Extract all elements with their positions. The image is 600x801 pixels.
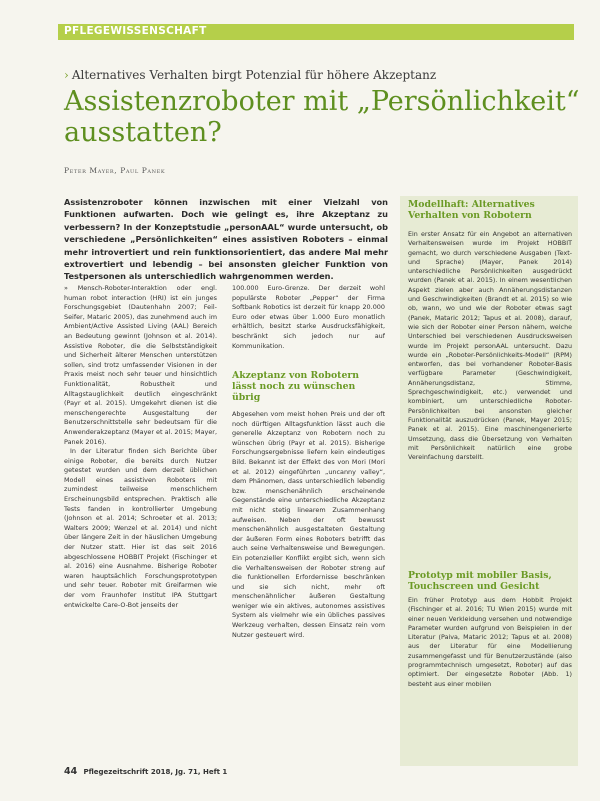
page-number: 44 [64,766,78,777]
journal-citation: Pflegezeitschrift 2018, Jg. 71, Heft 1 [83,768,228,776]
body-column-1 [64,284,217,766]
section-label: PFLEGEWISSENSCHAFT [64,25,207,37]
article-authors: Peter Mayer, Paul Panek [64,166,166,175]
body-paragraph: In der Literatur finden sich Berichte über einige Roboter, die bereits durch Nutzer getestet wurden und dem derzeit üblichen Modell eines assistiven Roboters mit zumindest teilweise menschlichem Erscheinungsbild entsprechen. Praktisch alle Tests fanden in kontrollierter Umgebung (Johnson et al. 2014; Schroeter et al. 2013; Walters 2009; Wenzel et al. 2014) und nicht über längere Zeit in der häuslichen Umgebung der Nutzer statt. Hier ist das seit 2016 abgeschlossene HOBBIT Projekt (Fischinger et al. 2016) eine Ausnahme. Bisherige Roboter waren hauptsächlich Forschungsprototypen und sehr teuer. Roboter mit Greifarmen wie der vom Fraunhofer Institut IPA Stuttgart entwickelte Care-O-Bot jenseits der [64,447,217,609]
article-kicker [64,68,574,82]
body-paragraph: » Mensch-Roboter-Interaktion oder engl. human robot interaction (HRI) ist ein junges Forschungsgebiet (Dautenhahn 2007; Feil-Seifer, Mataric 2005), das zunehmend auch im Ambient/Active Assisted Living (AAL) Bereich an Bedeutung gewinnt (Johnson et al. 2014). Assistive Roboter, die die Selbstständigkeit und Sicherheit älterer Menschen unterstützen sollen, sind trotz umfassender Visionen in der Praxis meist noch sehr teuer und hinsichtlich Funktionalität, Robustheit und Alltagstauglichkeit deutlich eingeschränkt (Payr et al. 2015). Umgekehrt dienen ist die menschengerechte Ausgestaltung der Benutzerschnittstelle sehr bedeutsam für die Anwenderakzeptanz (Mayer et al. 2015; Mayer, Panek 2016). [64,284,217,446]
sidebar-subheading: Modellhaft: Alternatives Verhalten von Robotern [408,199,535,221]
body-paragraph: 100.000 Euro-Grenze. Der derzeit wohl populärste Roboter „Pepper“ der Firma Softbank Robotics ist derzeit für knapp 20.000 Euro oder etwas über 1.000 Euro monatlich erhältlich, besitzt starke Ausdrucksfähigkeit, beschränkt sich jedoch nur auf Kommunikation. [232,284,385,350]
body-paragraph: Ein früher Prototyp aus dem Hobbit Projekt (Fischinger et al. 2016; TU Wien 2015) wurde mit einer neuen Verkleidung versehen und notwendige Parameter wurden aufgrund von Beispielen in der Literatur (Paiva, Mataric 2012; Tapus et al. 2008) aus der Literatur für eine Modellierung zusammengefasst und für Benutzerzustände (also programmtechnisch umgesetzt, Roboter) auf das optimiert. Der eingesetzte Roboter (Abb. 1) besteht aus einer mobilen [408,597,572,688]
body-column-2-top [232,284,385,356]
sidebar-text [408,596,572,764]
article-title: Assistenzroboter mit „Persönlichkeit“ ausstatten? [64,86,580,148]
article-lead: Assistenzroboter können inzwischen mit einer Vielzahl von Funktionen aufwarten. Doch wie gelingt es, ihre Akzeptanz zu verbessern? In der Konzeptstudie „personAAL“ wurde untersucht, ob verschiedene „Persönlichkeiten“ eines assistiven Roboters – einmal mehr introvertiert und rein funktionsorientiert, das andere Mal mehr extrovertiert und lebendig – bei ansonsten gleicher Funktion von Testpersonen als unterschiedlich wahrgenommen werden. [64,197,388,282]
section-subheading: Akzeptanz von Robotern lässt noch zu wünschen übrig [232,370,360,403]
kicker-text: Alternatives Verhalten birgt Potenzial für höhere Akzeptanz [71,68,437,82]
sidebar-box [400,196,578,766]
page-footer [64,766,227,777]
chevron-right-icon: › [64,68,69,82]
body-paragraph: Ein erster Ansatz für ein Angebot an alternativen Verhaltensweisen wurde im Projekt HOBBIT gemacht, wo durch verschiedene Ausgaben (Text- und Sprache) (Mayer, Panek 2014) unterschiedliche Persönlichkeiten ausgedrückt wurden (Panek et al. 2015). In einem wesentlichen Aspekt zielen aber auch Annäherungsdistanzen und Geschwindigkeiten (Brandt et al. 2015) so wie ob, wann, wo und wie der Roboter etwas sagt (Panek, Mataric 2012; Tapus et al. 2008), darauf, wie sich der Roboter einer Person nähern, welche Unterschied bei verschiedenen Ausdrucksweisen wurde im Projekt personAAL untersucht. Dazu wurde ein „Roboter-Persönlichkeits-Modell“ (RPM) entworfen, das bei vorhandener Roboter-Basis verfügbare Parameter (Geschwindigkeit, Annäherungsdistanz, Stimme, Sprechgeschwindigkeit, etc.) verwendet und kombiniert, um unterschiedliche Roboter-Persönlichkeiten bei ansonsten gleicher Funktionalität auszudrücken (Panek, Mayer 2015; Panek et al. 2015). Eine maschinengenerierte Umsetzung, dass die Übersetzung von Verhalten mit Persönlichkeit natürlich eine grobe Vereinfachung darstellt. [408,231,572,462]
body-paragraph: Abgesehen vom meist hohen Preis und der oft noch dürftigen Alltagsfunktion lässt auch die generelle Akzeptanz von Robotern noch zu wünschen übrig (Payr et al. 2015). Bisherige Forschungsergebnisse liefern kein eindeutiges Bild. Bekannt ist der Effekt des von Mori (Mori et al. 2012) eingeführten „uncanny valley“, dem Phänomen, dass unterschiedlich lebendig bzw. menschenähnlich erscheinende Gegenstände eine unterschiedliche Akzeptanz mit nicht stetig linearem Zusammenhang aufweisen. Neben der oft bewusst menschenähnlich ausgestalteten Gestaltung der äußeren Form eines Roboters betrifft das auch seine Verhaltensweise und Bewegungen. Ein potenzieller Konflikt ergibt sich, wenn sich die Verhaltensweisen der Roboter streng auf die funktionellen Erfordernisse beschränken und sie sich nicht, mehr oft menschenähnlicher äußeren Gestaltung weniger wie ein aktives, autonomes assistives System als vielmehr wie ein übliches passives Werkzeug verhalten, dessen Einsatz rein vom Nutzer gesteuert wird. [232,410,385,639]
body-column-2-bottom [232,410,385,766]
sidebar-subheading: Prototyp mit mobiler Basis, Touchscreen und Gesicht [408,570,552,592]
sidebar-text [408,230,572,560]
